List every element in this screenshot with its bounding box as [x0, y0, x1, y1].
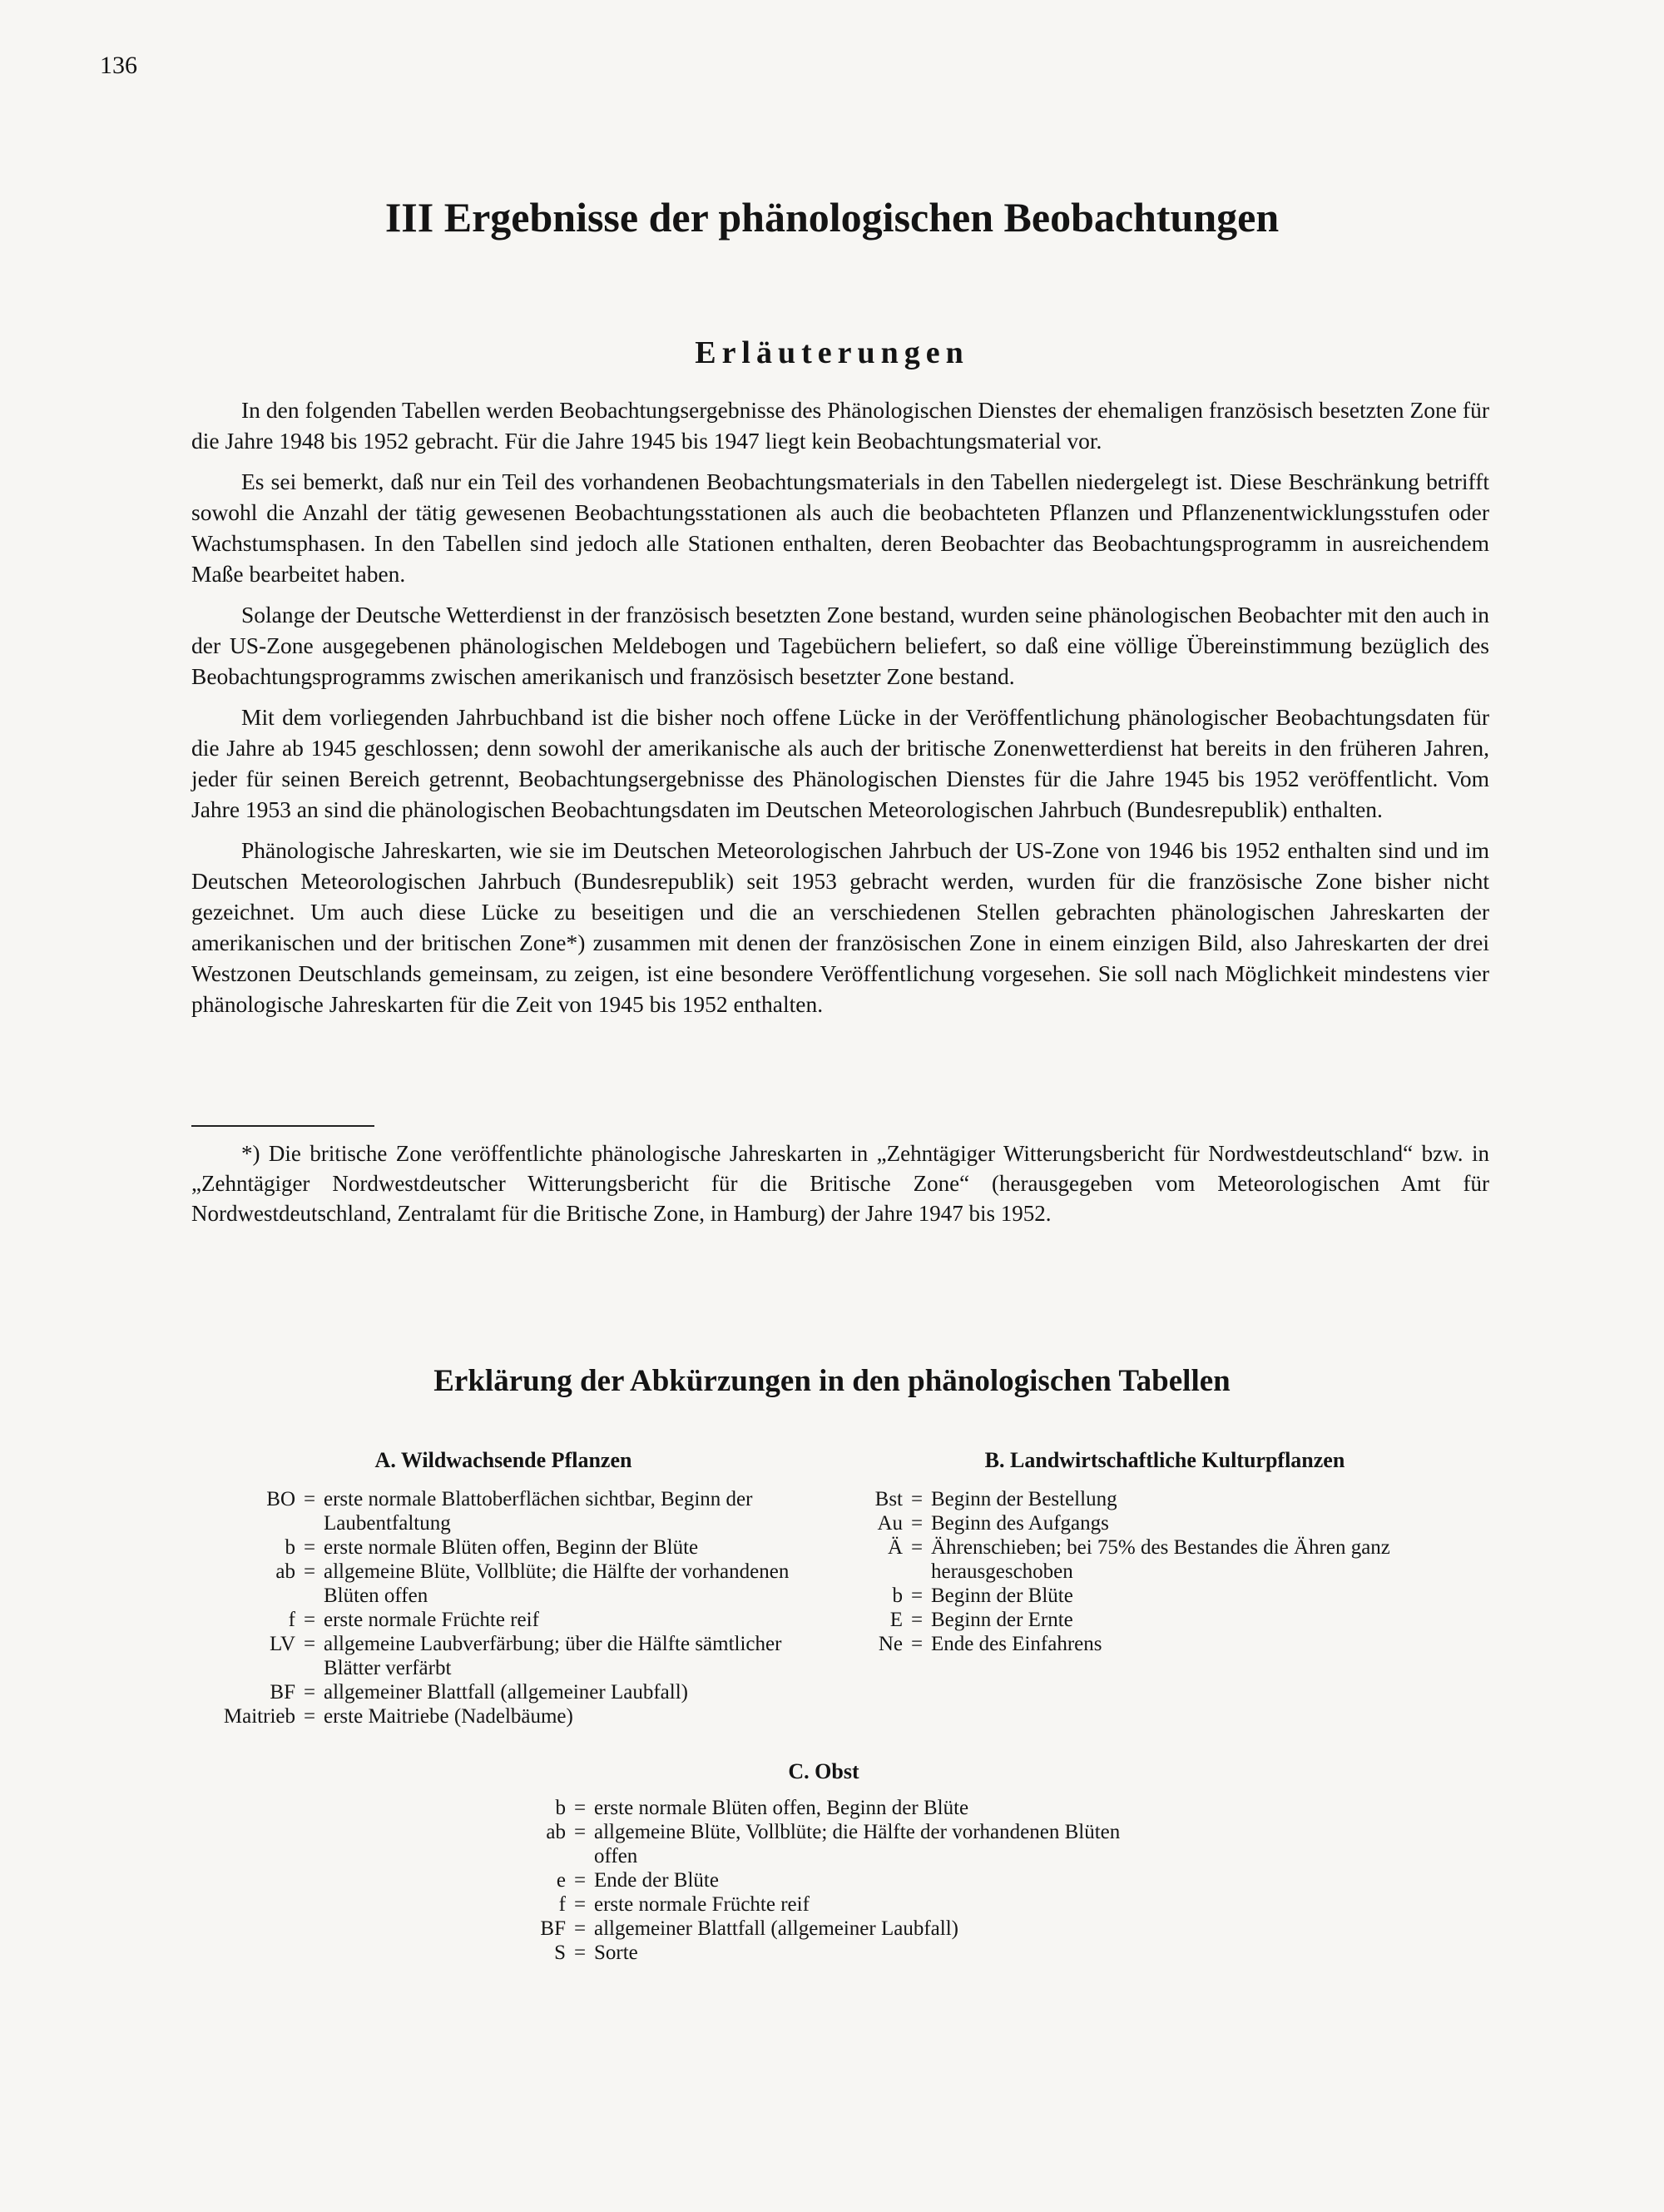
abbreviation-code: e — [556, 1869, 566, 1892]
equals-sign: = — [303, 1536, 316, 1559]
abbreviation-row — [187, 1608, 820, 1632]
abbreviation-definition: allgemeine Blüte, Vollblüte; die Hälfte der vorhandenen Blüten offen — [594, 1821, 1121, 1867]
equals-sign: = — [303, 1560, 316, 1583]
abbreviation-code: Ne — [878, 1633, 903, 1655]
abbreviation-row — [499, 1917, 1148, 1941]
abbreviation-row — [840, 1632, 1489, 1656]
body-text — [191, 394, 1489, 1029]
equals-sign: = — [573, 1942, 587, 1964]
abbreviation-row — [499, 1941, 1148, 1965]
page-number: 136 — [100, 52, 137, 79]
paragraph: Phänologische Jahreskarten, wie sie im Deutschen Meteorologischen Jahrbuch der US-Zone von 1946 bis 1952 enthalten sind und im Deutschen Meteorologischen Jahrbuch (Bundesrepublik) seit 1953 gebracht werden, wurden für die französische Zone bisher nicht gezeichnet. Um auch diese Lücke zu beseitigen und die an verschiedenen Stellen gebrachten phänologischen Jahreskarten der amerikanischen und der britischen Zone*) zusammen mit denen der französischen Zone in einem einzigen Bild, also Jahreskarten der drei Westzonen Deutschlands gemeinsam, zu zeigen, ist eine besondere Veröffentlichung vorgesehen. Sie soll nach Möglichkeit mindestens vier phänologische Jahreskarten für die Zeit von 1945 bis 1952 enthalten. — [191, 837, 1489, 1017]
abbreviation-code: f — [288, 1609, 295, 1631]
equals-sign: = — [573, 1917, 587, 1940]
section-b-heading: B. Landwirtschaftliche Kulturpflanzen — [984, 1448, 1345, 1472]
abbreviation-row — [840, 1511, 1489, 1535]
abbreviation-code: ab — [275, 1560, 295, 1583]
abbreviation-row — [499, 1892, 1148, 1917]
abbreviation-definition: erste normale Blattoberflächen sichtbar, Beginn der Laubentfaltung — [324, 1488, 753, 1535]
abbreviation-definition: erste normale Früchte reif — [324, 1609, 539, 1631]
abbreviation-code: BO — [266, 1488, 295, 1510]
abbreviation-code: b — [285, 1536, 295, 1559]
abbreviation-definition: allgemeine Blüte, Vollblüte; die Hälfte der vorhandenen Blüten offen — [324, 1560, 790, 1607]
abbreviation-definition: Beginn der Blüte — [931, 1585, 1073, 1607]
equals-sign: = — [910, 1488, 924, 1510]
section-c-heading: C. Obst — [788, 1759, 859, 1783]
equals-sign: = — [910, 1585, 924, 1607]
abbreviation-definition: allgemeiner Blattfall (allgemeiner Laubfall) — [324, 1681, 688, 1704]
paragraph: Es sei bemerkt, daß nur ein Teil des vorhandenen Beobachtungsmaterials in den Tabellen niedergelegt ist. Diese Beschränkung betrifft sowohl die Anzahl der tätig gewesenen Beobachtungsstationen als auch die beobachteten Pflanzen und Pflanzenentwicklungsstufen oder Wachstumsphasen. In den Tabellen sind jedoch alle Stationen enthalten, deren Beobachter das Beobachtungsprogramm in ausreichendem Maße bearbeitet haben. — [191, 469, 1489, 587]
abbreviation-definition: Beginn des Aufgangs — [931, 1512, 1109, 1535]
section-a-heading: A. Wildwachsende Pflanzen — [374, 1448, 632, 1472]
abbreviation-row — [499, 1820, 1148, 1868]
equals-sign: = — [573, 1797, 587, 1819]
abbreviations-title: Erklärung der Abkürzungen in den phänologischen Tabellen — [433, 1364, 1231, 1398]
abbreviation-definition: erste normale Blüten offen, Beginn der Blüte — [324, 1536, 699, 1559]
equals-sign: = — [303, 1488, 316, 1510]
equals-sign: = — [573, 1869, 587, 1892]
abbreviation-row — [840, 1608, 1489, 1632]
abbreviation-row — [187, 1704, 820, 1728]
abbreviation-row — [499, 1868, 1148, 1892]
equals-sign: = — [303, 1705, 316, 1728]
equals-sign: = — [910, 1536, 924, 1559]
abbreviation-definition: Ende des Einfahrens — [931, 1633, 1102, 1655]
equals-sign: = — [910, 1633, 924, 1655]
footnote-text: *) Die britische Zone veröffentlichte phänologische Jahreskarten in „Zehntägiger Witterungsbericht für Nordwestdeutschland“ bzw. in „Zehntägiger Nordwestdeutscher Witterungsbericht für die Britische Zone“ (herausgegeben vom Meteorologischen Amt für Nordwestdeutschland, Zentralamt für die Britische Zone, in Hamburg) der Jahre 1947 bis 1952. — [191, 1141, 1489, 1226]
abbreviation-code: LV — [269, 1633, 295, 1655]
footnote-rule — [191, 1125, 374, 1127]
equals-sign: = — [303, 1633, 316, 1655]
abbreviation-row — [187, 1535, 820, 1560]
abbreviation-definition: erste normale Blüten offen, Beginn der Blüte — [594, 1797, 969, 1819]
equals-sign: = — [573, 1821, 587, 1843]
abbreviation-row — [187, 1487, 820, 1535]
abbreviation-definition: Ährenschieben; bei 75% des Bestandes die Ähren ganz herausgeschoben — [931, 1536, 1390, 1583]
footnote — [191, 1138, 1489, 1228]
abbreviation-code: Maitrieb — [223, 1705, 295, 1728]
abbreviation-row — [840, 1584, 1489, 1608]
abbreviation-list-b — [840, 1487, 1489, 1656]
section-title: Erläuterungen — [695, 335, 969, 370]
abbreviation-code: BF — [540, 1917, 566, 1940]
abbreviation-definition: erste Maitriebe (Nadelbäume) — [324, 1705, 573, 1728]
equals-sign: = — [303, 1609, 316, 1631]
abbreviation-code: Bst — [874, 1488, 903, 1510]
abbreviation-code: Au — [877, 1512, 903, 1535]
abbreviation-code: f — [558, 1893, 566, 1916]
equals-sign: = — [573, 1893, 587, 1916]
abbreviation-definition: allgemeiner Blattfall (allgemeiner Laubfall) — [594, 1917, 958, 1940]
equals-sign: = — [303, 1681, 316, 1704]
abbreviation-row — [187, 1560, 820, 1608]
equals-sign: = — [910, 1609, 924, 1631]
paragraph: Mit dem vorliegenden Jahrbuchband ist die bisher noch offene Lücke in der Veröffentlichung phänologischer Beobachtungsdaten für die Jahre ab 1945 geschlossen; denn sowohl der amerikanische als auch der britische Zonenwetterdienst hat bereits in den früheren Jahren, jeder für seinen Bereich getrennt, Beobachtungsergebnisse des Phänologischen Dienstes für die Jahre 1945 bis 1952 veröffentlicht. Vom Jahre 1953 an sind die phänologischen Beobachtungsdaten im Deutschen Meteorologischen Jahrbuch (Bundesrepublik) enthalten. — [191, 704, 1489, 822]
abbreviation-code: ab — [546, 1821, 566, 1843]
abbreviation-definition: Beginn der Ernte — [931, 1609, 1073, 1631]
abbreviation-row — [840, 1487, 1489, 1511]
main-title: III Ergebnisse der phänologischen Beobachtungen — [384, 194, 1280, 241]
abbreviation-row — [840, 1535, 1489, 1584]
abbreviation-code: S — [554, 1942, 566, 1964]
abbreviation-code: b — [555, 1797, 566, 1819]
abbreviation-definition: Beginn der Bestellung — [931, 1488, 1117, 1510]
abbreviation-code: BF — [270, 1681, 295, 1704]
abbreviation-code: Ä — [887, 1536, 903, 1559]
abbreviation-row — [187, 1632, 820, 1680]
abbreviation-definition: Sorte — [594, 1942, 638, 1964]
equals-sign: = — [910, 1512, 924, 1535]
abbreviation-code: b — [892, 1585, 903, 1607]
abbreviation-list-c — [499, 1796, 1148, 1965]
abbreviation-row — [187, 1680, 820, 1704]
abbreviation-row — [499, 1796, 1148, 1820]
abbreviation-definition: erste normale Früchte reif — [594, 1893, 810, 1916]
paragraph: In den folgenden Tabellen werden Beobachtungsergebnisse des Phänologischen Dienstes der ehemaligen französisch besetzten Zone für die Jahre 1948 bis 1952 gebracht. Für die Jahre 1945 bis 1947 liegt kein Beobachtungsmaterial vor. — [191, 397, 1489, 454]
abbreviation-definition: allgemeine Laubverfärbung; über die Hälfte sämtlicher Blätter verfärbt — [324, 1633, 782, 1679]
abbreviation-definition: Ende der Blüte — [594, 1869, 719, 1892]
paragraph: Solange der Deutsche Wetterdienst in der französisch besetzten Zone bestand, wurden seine phänologischen Beobachter mit den auch in der US-Zone ausgegebenen phänologischen Meldebogen und Tagebüchern beliefert, so daß eine völlige Übereinstimmung bezüglich des Beobachtungsprogramms zwischen amerikanisch und französisch besetzter Zone bestand. — [191, 602, 1489, 689]
abbreviation-code: E — [889, 1609, 903, 1631]
abbreviation-list-a — [187, 1487, 820, 1728]
